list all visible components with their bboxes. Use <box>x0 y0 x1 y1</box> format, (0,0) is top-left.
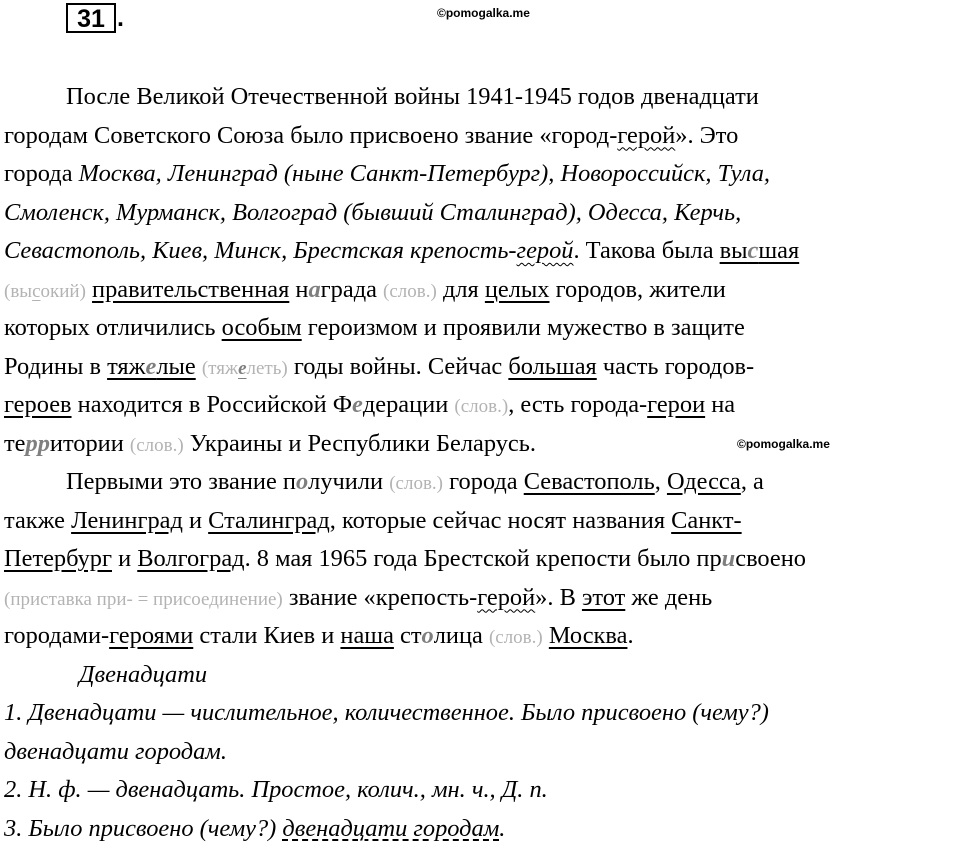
check-word: (высокий) <box>4 281 86 302</box>
dictionary-note: (слов.) <box>383 281 437 302</box>
text-line: После Великой Отечественной войны 1941-1945 годов двенадцати <box>4 78 960 117</box>
exercise-text <box>4 78 960 848</box>
prefix-note: (приставка при- = присоединение) <box>4 589 283 610</box>
dictionary-note: (слов.) <box>130 435 184 456</box>
check-word: (тяжелеть) <box>202 358 288 379</box>
word-underline: правительственная <box>92 276 289 303</box>
word-underline: героями <box>109 622 193 649</box>
analysis-item: 2. Н. ф. — двенадцать. Простое, колич., мн. ч., Д. п. <box>4 771 960 810</box>
highlighted-letter: е <box>146 353 157 380</box>
dashed-underline: двенадцати городам <box>282 815 499 842</box>
word-underline: тяжелые <box>107 353 196 380</box>
text-line: территории (слов.) Украины и Республики Беларусь. <box>4 425 960 464</box>
word-underline: высшая <box>720 237 800 264</box>
highlighted-letter: с <box>748 237 759 264</box>
text-line: которых отличились особым героизмом и проявили мужество в защите <box>4 309 960 348</box>
highlighted-letter: о <box>296 468 308 495</box>
word-underline: Севастополь <box>524 468 655 495</box>
root-underline: герой <box>517 237 574 264</box>
highlighted-letter: а <box>308 276 320 303</box>
text-line: города Москва, Ленинград (ныне Санкт-Петербург), Новороссийск, Тула, <box>4 155 960 194</box>
text-line: городам Советского Союза было присвоено звание «город-герой». Это <box>4 117 960 156</box>
text-line: (высокий) правительственная награда (слов.) для целых городов, жители <box>4 271 960 310</box>
dictionary-note: (слов.) <box>454 396 508 417</box>
watermark-middle: ©pomogalka.me <box>737 437 830 451</box>
exercise-number-dot: . <box>117 4 124 32</box>
text-line: героев находится в Российской Федерации (слов.), есть города-герои на <box>4 386 960 425</box>
highlighted-letter: и <box>722 545 736 572</box>
analysis-title: Двенадцати <box>4 656 960 695</box>
analysis-item: двенадцати городам. <box>4 733 960 772</box>
word-underline: герои <box>647 391 705 418</box>
word-underline: Ленинград <box>71 507 183 534</box>
word-underline: Сталинград <box>208 507 330 534</box>
text-line: (приставка при- = присоединение) звание «крепость-герой». В этот же день <box>4 579 960 618</box>
root-underline: герой <box>477 584 535 611</box>
word-underline: этот <box>582 584 625 611</box>
analysis-item: 3. Было присвоено (чему?) двенадцати городам. <box>4 810 960 848</box>
root-underline: герой <box>617 122 675 149</box>
dictionary-note: (слов.) <box>389 473 443 494</box>
highlighted-letter: е <box>352 391 363 418</box>
word-underline: особым <box>222 314 302 341</box>
text-line: Севастополь, Киев, Минск, Брестская крепость-герой. Такова была высшая <box>4 232 960 271</box>
text-line: Смоленск, Мурманск, Волгоград (бывший Сталинград), Одесса, Керчь, <box>4 194 960 233</box>
word-underline: наша <box>340 622 394 649</box>
word-underline: большая <box>508 353 596 380</box>
word-underline: целых <box>485 276 550 303</box>
analysis-item: 1. Двенадцати — числительное, количественное. Было присвоено (чему?) <box>4 694 960 733</box>
word-underline: Санкт- <box>671 507 741 534</box>
text-line: Родины в тяжелые (тяжелеть) годы войны. Сейчас большая часть городов- <box>4 348 960 387</box>
word-underline: Петербург <box>4 545 112 572</box>
highlighted-letter: о <box>422 622 434 649</box>
watermark-top: ©pomogalka.me <box>437 6 530 20</box>
text-line: Петербург и Волгоград. 8 мая 1965 года Брестской крепости было присвоено <box>4 540 960 579</box>
exercise-number: 31 <box>66 3 116 33</box>
word-underline: Одесса <box>667 468 741 495</box>
highlighted-letter: рр <box>26 430 50 457</box>
dictionary-note: (слов.) <box>489 627 543 648</box>
text-line: городами-героями стали Киев и наша столица (слов.) Москва. <box>4 617 960 656</box>
word-underline: Москва <box>549 622 628 649</box>
word-underline: Волгоград <box>137 545 244 572</box>
text-line: также Ленинград и Сталинград, которые сейчас носят названия Санкт- <box>4 502 960 541</box>
word-underline: героев <box>4 391 72 418</box>
text-line: Первыми это звание получили (слов.) города Севастополь, Одесса, а <box>4 463 960 502</box>
